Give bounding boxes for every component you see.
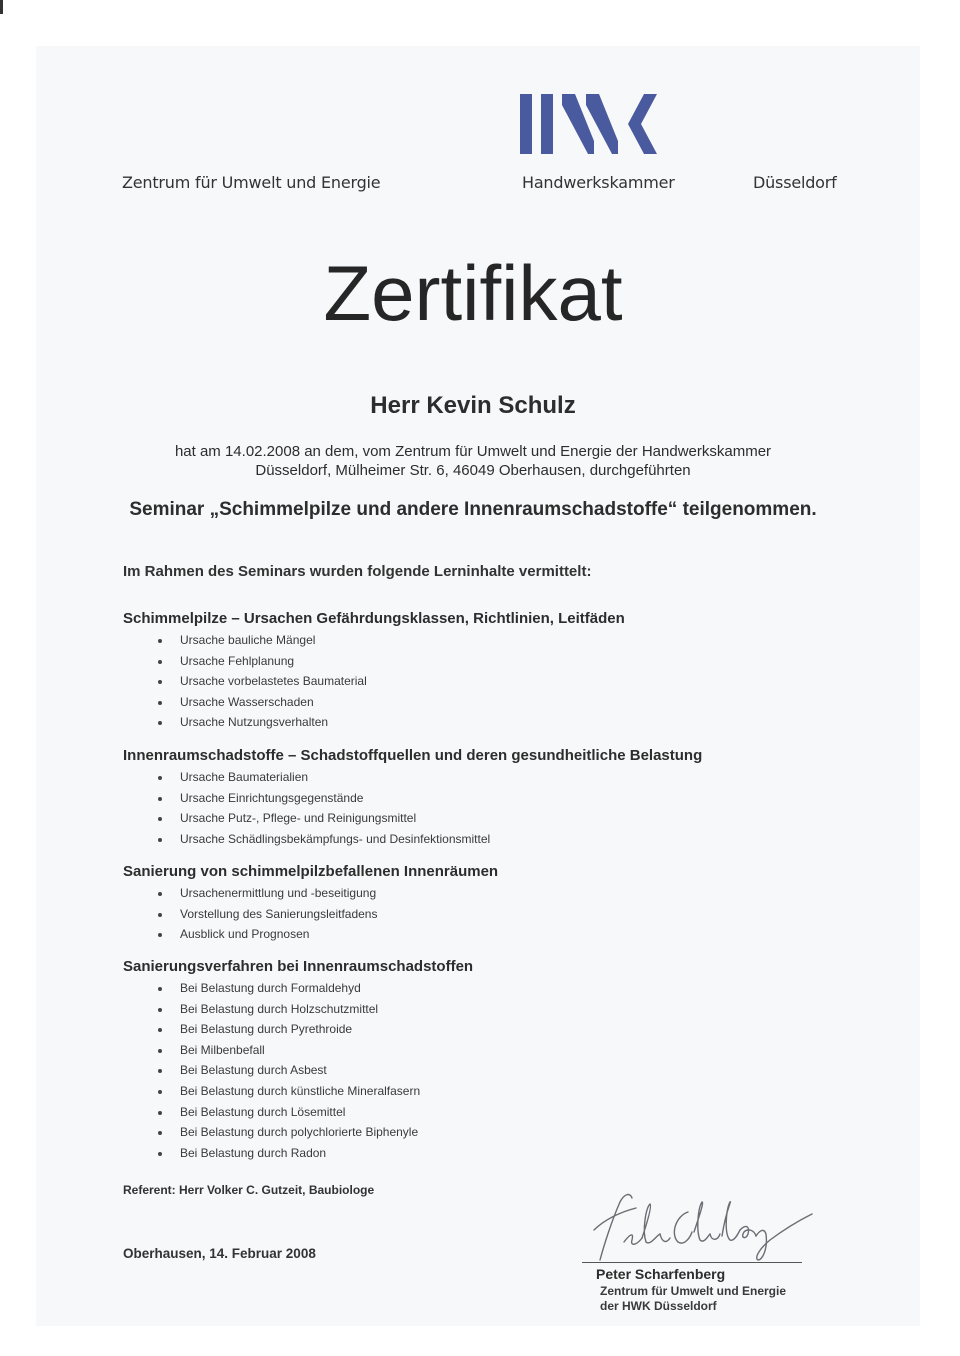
section-innenraumschadstoffe xyxy=(123,747,702,849)
section-heading: Innenraumschadstoffe – Schadstoffquellen und deren gesundheitliche Belastung xyxy=(123,747,703,764)
list-item: Ursache Fehlplanung xyxy=(123,651,625,672)
referent: Referent: Herr Volker C. Gutzeit, Baubiologe xyxy=(123,1183,375,1197)
signer-organization xyxy=(600,1284,786,1314)
hwk-logo-icon xyxy=(520,93,660,155)
list-item: Vorstellung des Sanierungsleitfadens xyxy=(123,904,498,925)
list-item: Bei Belastung durch Pyrethroide xyxy=(123,1019,473,1040)
list-item: Ursache Schädlingsbekämpfungs- und Desinfektionsmittel xyxy=(123,829,702,850)
section-list xyxy=(123,978,473,1163)
header-center-name: Zentrum für Umwelt und Energie xyxy=(122,173,381,192)
list-item: Bei Belastung durch Lösemittel xyxy=(123,1102,473,1123)
recipient-name: Herr Kevin Schulz xyxy=(370,392,576,419)
learning-content-lead: Im Rahmen des Seminars wurden folgende Lerninhalte vermittelt: xyxy=(123,563,592,580)
place-and-date: Oberhausen, 14. Februar 2008 xyxy=(123,1246,316,1261)
list-item: Bei Belastung durch Holzschutzmittel xyxy=(123,999,473,1020)
list-item: Ursache Wasserschaden xyxy=(123,692,625,713)
section-heading: Sanierungsverfahren bei Innenraumschadstoffen xyxy=(123,958,474,975)
signer-org-line-2: der HWK Düsseldorf xyxy=(600,1299,717,1313)
signature-icon xyxy=(590,1190,820,1262)
section-sanierungsverfahren xyxy=(123,958,473,1163)
list-item: Ursachenermittlung und -beseitigung xyxy=(123,883,498,904)
list-item: Ursache bauliche Mängel xyxy=(123,630,625,651)
certificate-title: Zertifikat xyxy=(323,249,623,337)
header-city: Düsseldorf xyxy=(753,173,837,192)
scan-edge-mark xyxy=(0,0,3,14)
section-heading: Schimmelpilze – Ursachen Gefährdungsklassen, Richtlinien, Leitfäden xyxy=(123,610,625,627)
header-chamber-name: Handwerkskammer xyxy=(522,173,675,192)
list-item: Ursache vorbelastetes Baumaterial xyxy=(123,671,625,692)
list-item: Ausblick und Prognosen xyxy=(123,924,498,945)
intro-text xyxy=(0,442,946,480)
list-item: Bei Belastung durch Radon xyxy=(123,1143,473,1164)
section-heading: Sanierung von schimmelpilzbefallenen Innenräumen xyxy=(123,863,499,880)
intro-line-1: hat am 14.02.2008 an dem, vom Zentrum für Umwelt und Energie der Handwerkskammer xyxy=(174,443,772,460)
list-item: Ursache Putz-, Pflege- und Reinigungsmittel xyxy=(123,808,702,829)
list-item: Ursache Baumaterialien xyxy=(123,767,702,788)
section-list xyxy=(123,767,702,849)
section-schimmelpilze xyxy=(123,610,625,733)
list-item: Bei Belastung durch Asbest xyxy=(123,1060,473,1081)
signature-line xyxy=(582,1262,802,1263)
list-item: Bei Milbenbefall xyxy=(123,1040,473,1061)
section-sanierung-schimmel xyxy=(123,863,498,945)
list-item: Ursache Einrichtungsgegenstände xyxy=(123,788,702,809)
intro-line-2: Düsseldorf, Mülheimer Str. 6, 46049 Oberhausen, durchgeführten xyxy=(255,462,691,479)
section-list xyxy=(123,630,625,733)
seminar-title: Seminar „Schimmelpilze und andere Innenraumschadstoffe“ teilgenommen. xyxy=(129,499,817,520)
list-item: Ursache Nutzungsverhalten xyxy=(123,712,625,733)
list-item: Bei Belastung durch Formaldehyd xyxy=(123,978,473,999)
section-list xyxy=(123,883,498,945)
list-item: Bei Belastung durch künstliche Mineralfasern xyxy=(123,1081,473,1102)
signer-org-line-1: Zentrum für Umwelt und Energie xyxy=(600,1284,787,1298)
signer-name: Peter Scharfenberg xyxy=(596,1266,726,1282)
list-item: Bei Belastung durch polychlorierte Biphenyle xyxy=(123,1122,473,1143)
